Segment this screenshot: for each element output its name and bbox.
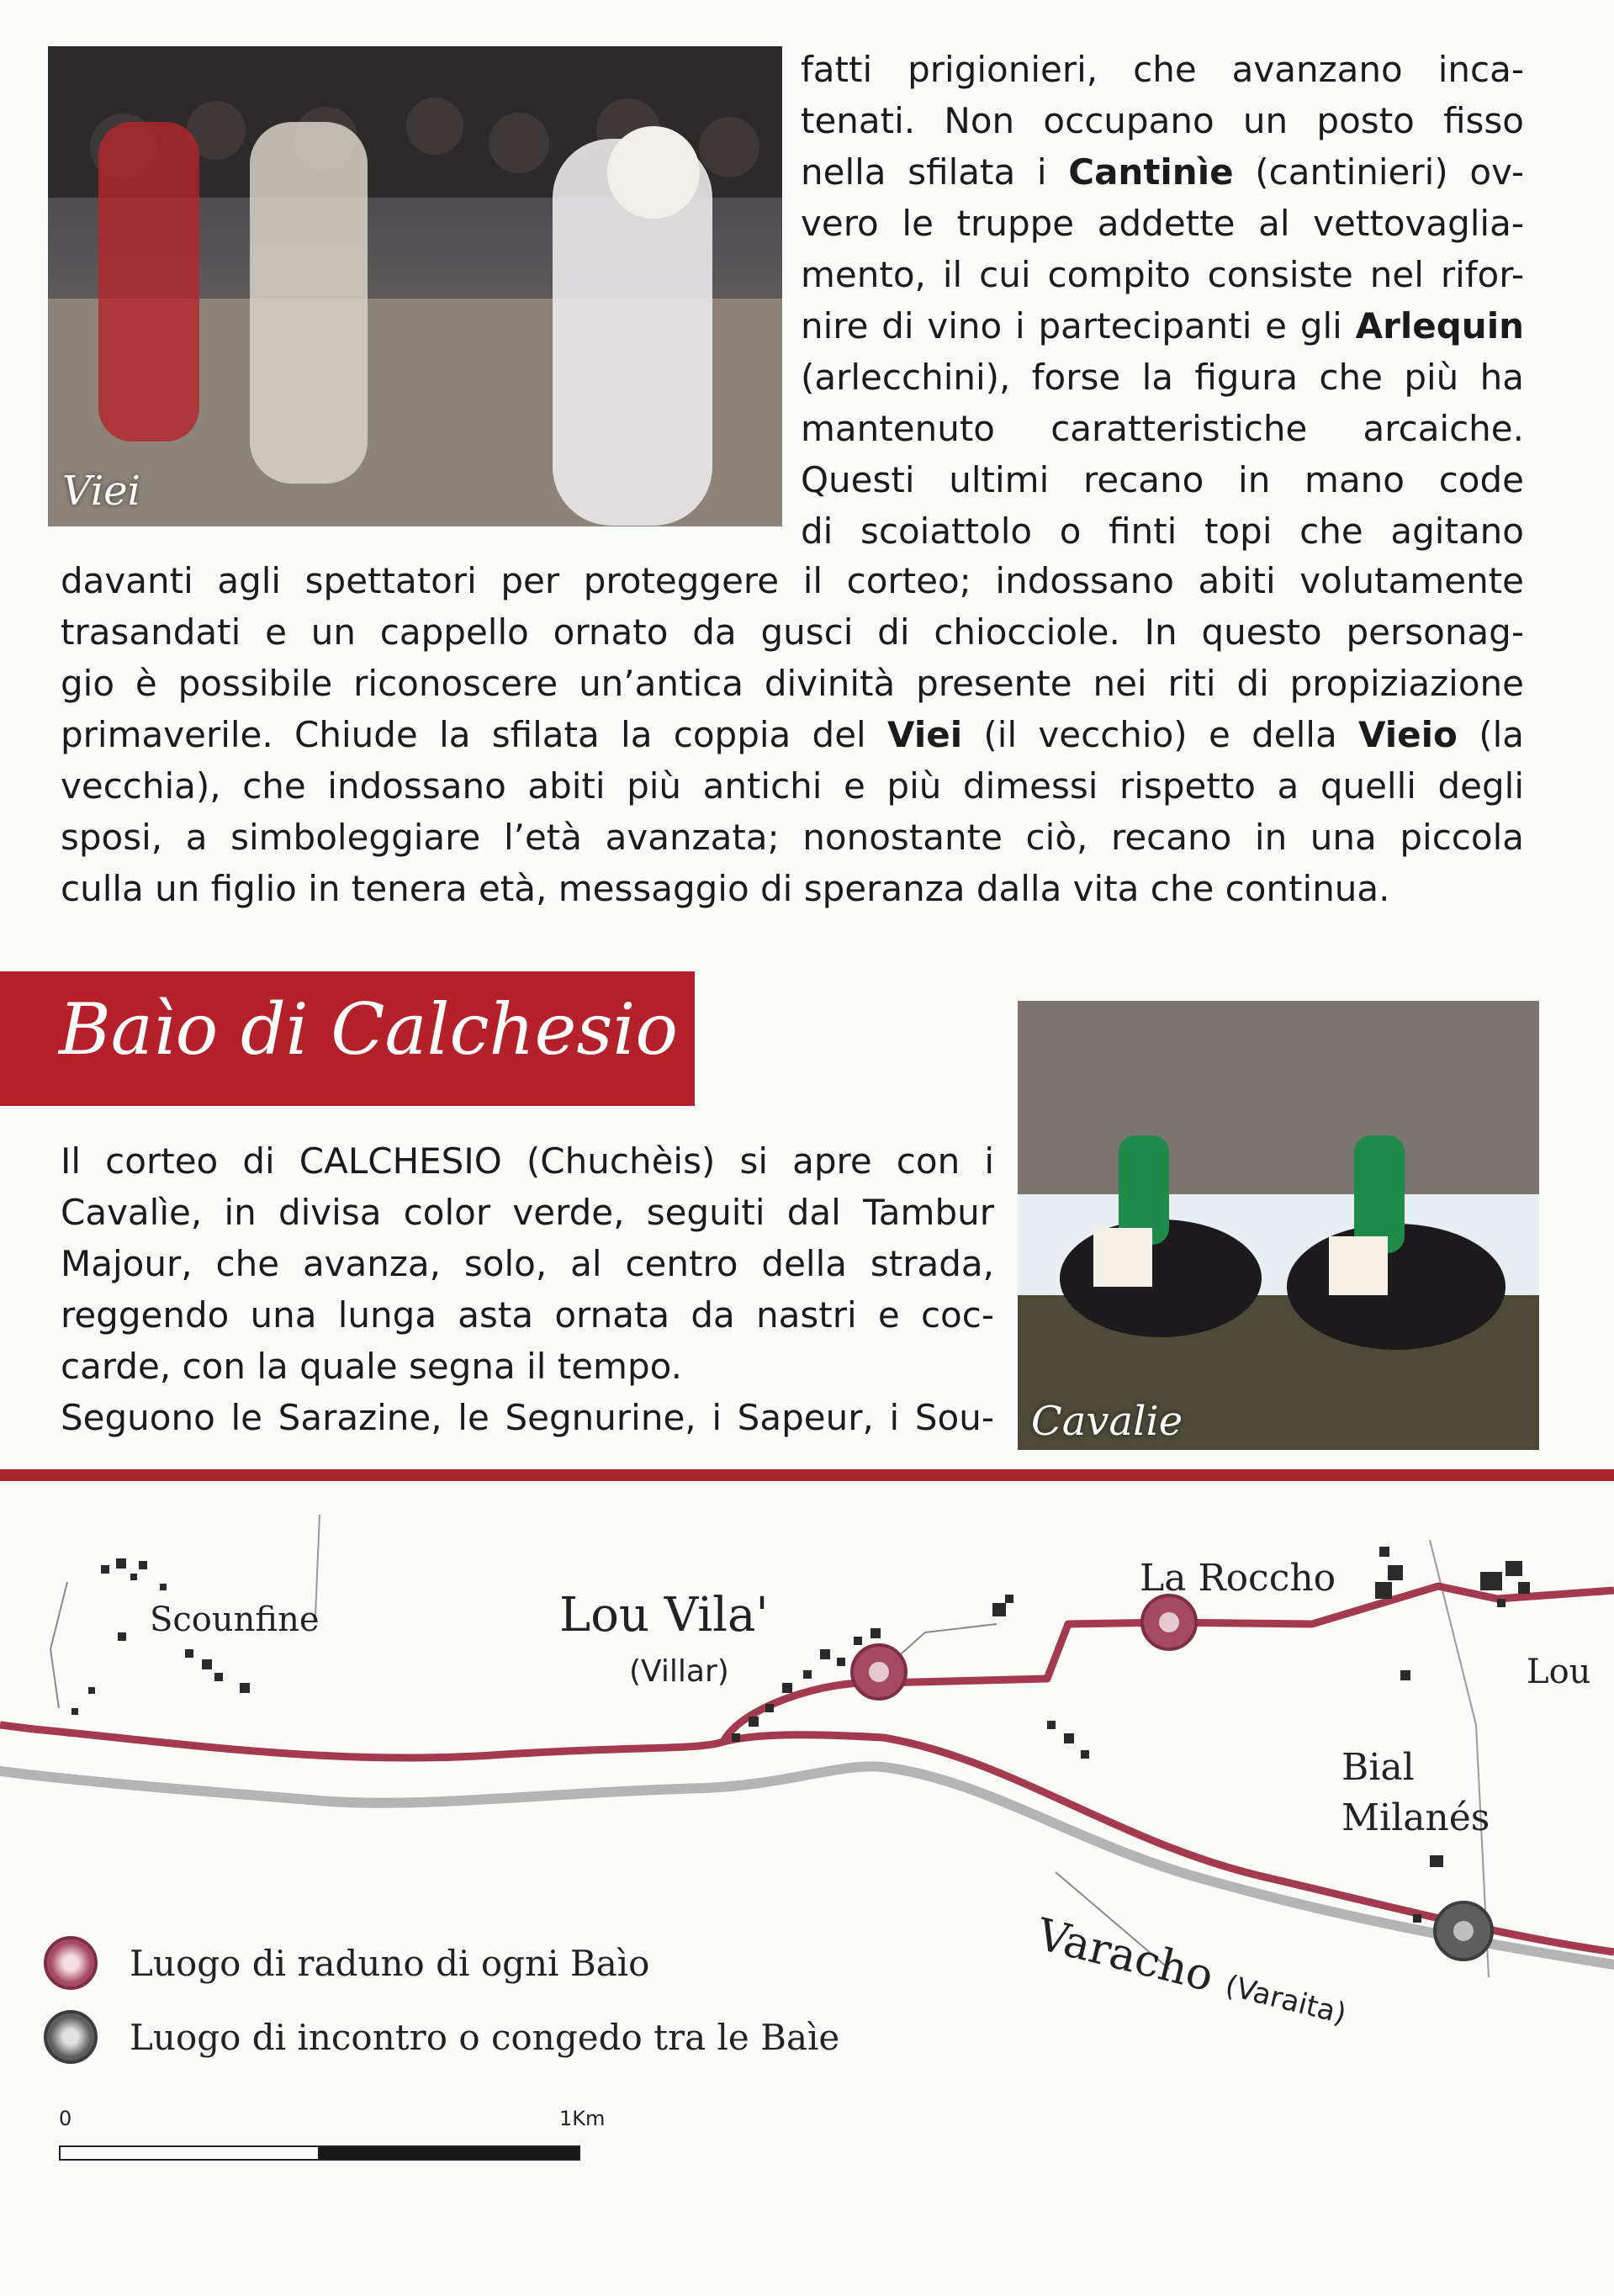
text-line: tenati. Non occupano un posto fisso: [801, 100, 1524, 141]
text-line: nella sfilata i Cantinìe (cantinieri) ov-: [801, 151, 1525, 193]
label-milanes: Milanés: [1341, 1796, 1490, 1839]
text-line: trasandati e un cappello ornato da gusci di chiocciole. In questo personag-: [61, 611, 1524, 653]
section-divider: [0, 1469, 1614, 1481]
section-title: Baìo di Calchesio: [59, 988, 678, 1071]
text-line: vecchia), che indossano abiti più antichi e più dimessi rispetto a quelli degli: [61, 765, 1524, 807]
label-varaita: (Varaita): [1221, 1968, 1350, 2032]
text-line: di scoiattolo o finti topi che agitano: [801, 511, 1524, 552]
text-line: (arlecchini), forse la figura che più ha: [801, 357, 1524, 398]
text-line: culla un figlio in tenera età, messaggio di speranza dalla vita che continua.: [61, 868, 1390, 909]
text-line: nire di vino i partecipanti e gli Arlequin: [801, 305, 1524, 347]
route-map: [0, 1481, 1614, 2293]
text-line: Seguono le Sarazine, le Segnurine, i Sapeur, i Sou-: [61, 1397, 994, 1438]
text-line: Questi ultimi recano in mano code: [801, 459, 1524, 500]
scale-bar-graphic: [59, 2145, 580, 2161]
label-lou: Lou: [1527, 1653, 1591, 1691]
text-line: Il corteo di CALCHESIO (Chuchèis) si apre con i: [61, 1140, 994, 1182]
text-line: mantenuto caratteristiche arcaiche.: [801, 408, 1524, 449]
text-line: gio è possibile riconoscere un’antica divinità presente nei riti di propiziazione: [61, 663, 1524, 704]
legend-meeting-text: Luogo di incontro o congedo tra le Baìe: [130, 2016, 840, 2058]
label-varacho: Varacho: [1031, 1909, 1219, 2002]
label-la-roccho: La Roccho: [1140, 1557, 1336, 1600]
text-line: davanti agli spettatori per proteggere il corteo; indossano abiti volutamente: [61, 560, 1524, 601]
legend-gathering: [44, 1936, 649, 1990]
label-bial: Bial: [1341, 1746, 1415, 1789]
text-line: carde, con la quale segna il tempo.: [61, 1346, 682, 1387]
legend-meeting: [44, 2010, 839, 2064]
scale-end: 1Km: [559, 2107, 606, 2130]
label-scounfine: Scounfine: [150, 1600, 320, 1639]
label-villar: (Villar): [629, 1654, 729, 1689]
legend-gathering-text: Luogo di raduno di ogni Baìo: [130, 1942, 650, 1984]
text-line: Cavalìe, in divisa color verde, seguiti dal Tambur: [61, 1192, 994, 1233]
text-line: mento, il cui compito consiste nel rifor-: [801, 254, 1524, 295]
label-lou-vila: Lou Vila': [559, 1588, 769, 1643]
text-line: reggendo una lunga asta ornata da nastri e coc-: [61, 1294, 994, 1336]
cavalie-caption: Cavalie: [1031, 1398, 1183, 1445]
gathering-point-icon: [44, 1936, 98, 1990]
text-line: vero le truppe addette al vettovaglia-: [801, 203, 1524, 244]
text-line: primaverile. Chiude la sfilata la coppia del Viei (il vecchio) e della Vieio (la: [61, 714, 1525, 755]
text-line: Majour, che avanza, solo, al centro della strada,: [61, 1243, 994, 1284]
viei-caption: Viei: [62, 468, 140, 515]
viei-photo: [48, 46, 782, 526]
text-line: sposi, a simboleggiare l’età avanzata; nonostante ciò, recano in una piccola: [61, 817, 1524, 858]
scale-start: 0: [59, 2107, 72, 2130]
text-line: fatti prigionieri, che avanzano inca-: [801, 49, 1524, 90]
meeting-point-icon: [44, 2010, 98, 2064]
cavalie-photo: [1018, 1001, 1539, 1450]
